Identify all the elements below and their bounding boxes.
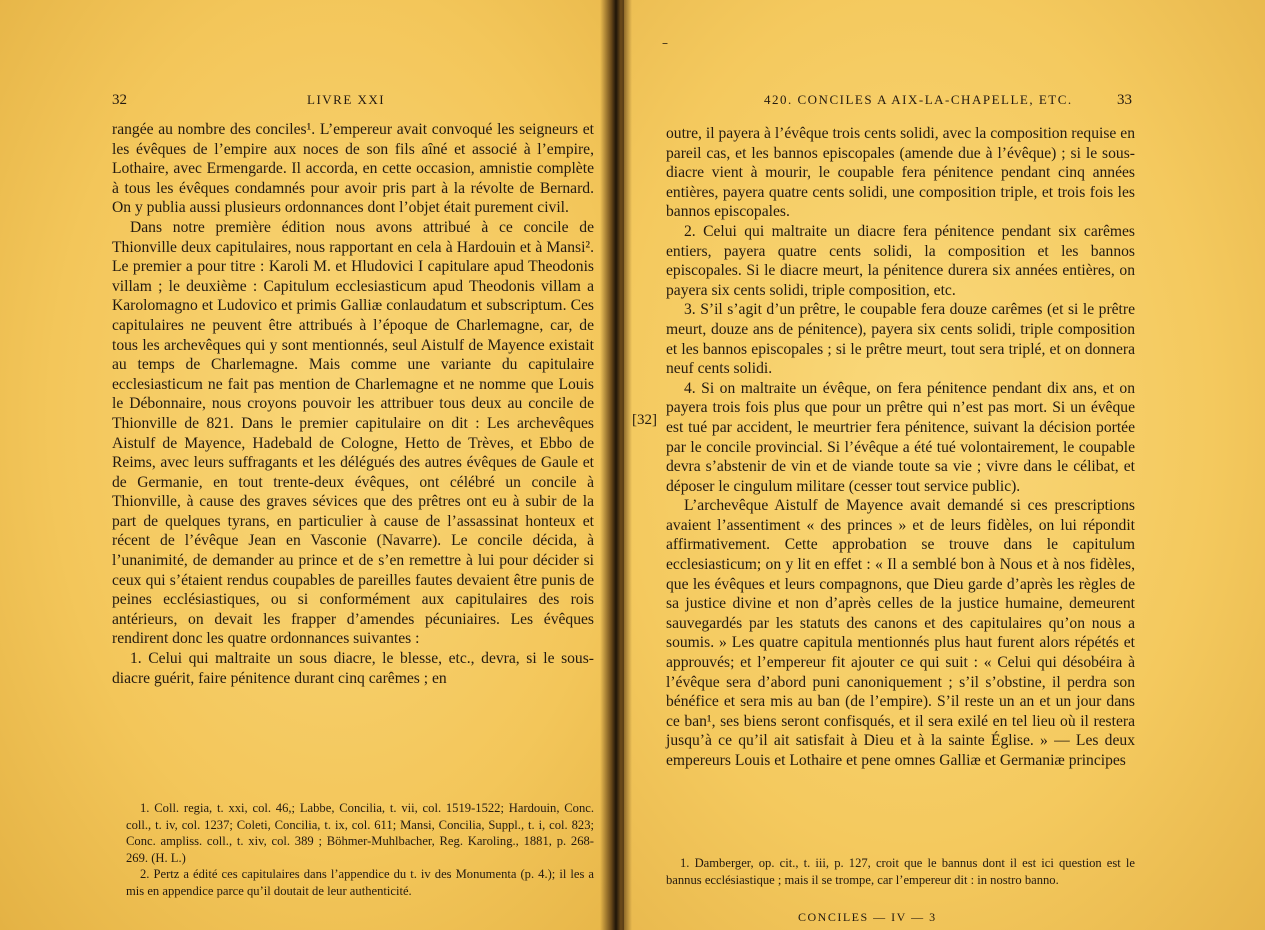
right-paragraph-3: 3. S’il s’agit d’un prêtre, le coupable fera douze carêmes (et si le prêtre meurt, douze ans de pénitence), payera six cents solidi, triple composition et les bannos episcopales ; si le prêtre meurt, tout sera triplé, et on donnera neuf cents solidi. bbox=[666, 301, 1135, 378]
left-page bbox=[0, 0, 612, 930]
right-paragraph-4: 4. Si on maltraite un évêque, on fera pénitence pendant dix ans, et on payera trois fois plus que pour un prêtre qui n’est pas mort. Si un évêque est tué par accident, le meurtrier fera pénitence, suivant la décision portée par le concile provincial. Si l’évêque a été tué volontairement, le coupable devra s’abstenir de vin et de viande toute sa vie ; vivre dans le célibat, et déposer le cingulum militare (cesser tout service public). bbox=[666, 379, 1135, 495]
stray-dash: – bbox=[662, 36, 668, 50]
right-footnotes bbox=[666, 855, 1135, 888]
right-page-number: 33 bbox=[1117, 92, 1132, 108]
left-footnote-2: 2. Pertz a édité ces capitulaires dans l’appendice du t. iv des Monumenta (p. 4.); il les a mis en appendice parce qu’il doutait de leur authenticité. bbox=[126, 867, 594, 898]
left-footnotes bbox=[126, 800, 594, 899]
left-paragraph-2: Dans notre première édition nous avons attribué à ce concile de Thionville deux capitulaires, nous rapportant en cela à Hardouin et à Mansi². Le premier a pour titre : Karoli M. et Hludovici I capitulare apud Theodonis villam ; le deuxième : Capitulum ecclesiasticum apud Theodonis villam a Karolomagno et Ludovico et primis Galliæ conlaudatum et subscriptum. Ces capitulaires ne peuvent être attribués à l’époque de Charlemagne, car, de tous les archevêques qui y sont mentionnés, seul Aistulf de Mayence existait au temps de Charlemagne. Mais comme une variante du capitulaire ecclesiasticum ne fait pas mention de Charlemagne et ne nomme que Louis le Débonnaire, nous croyons pouvoir les attribuer tous deux au concile de Thionville de 821. Dans le premier capitulaire on dit : Les archevêques Aistulf de Mayence, Hadebald de Cologne, Hetto de Trèves, et Ebbo de Reims, avec leurs suffragants et les délégués des autres évêques de Gaule et de Germanie, en tout trente-deux évêques, ont célébré un concile à Thionville, à cause des graves sévices que des prêtres ont eu à subir de la part de quelques tyrans, en particulier à cause de l’assassinat honteux et récent de l’évêque Jean en Vasconie (Navarre). Le concile décida, à l’unanimité, de demander au prince et de s’en remettre à lui pour décider si ceux qui s’étaient rendus coupables de pareilles fautes devaient être punis de peines ecclésiastiques, ou si conformément aux capitulaires des rois antérieurs, on devait les frapper d’amendes pécuniaires. Les évêques rendirent donc les quatre ordonnances suivantes : bbox=[112, 218, 594, 648]
right-body bbox=[666, 124, 1135, 771]
book-gutter bbox=[600, 0, 632, 930]
right-paragraph-5: L’archevêque Aistulf de Mayence avait demandé si ces prescriptions avaient l’assentiment « des princes » et de leurs fidèles, on lui répondit affirmativement. Cette approbation se trouve dans le capitulum ecclesiasticum; on y lit en effet : « Il a semblé bon à Nous et à nos fidèles, que les évêques et leurs compagnons, que Dieu garde d’après les règles de sa justice divine et non d’après celles de la justice humaine, demeurent sauvegardés par les statuts des canons et des capitulaires qu’on nous a soumis. » Les quatre capitula mentionnés plus haut furent alors répétés et approuvés; et l’empereur fit ajouter ce qui suit : « Celui qui désobéira à l’évêque sera d’abord puni canoniquement ; s’il s’obstine, il perdra son bénéfice et sera mis au ban (de l’empire). S’il reste un an et un jour dans ce ban¹, ses biens seront confisqués, et il sera exilé en tel lieu où il restera jusqu’à ce qu’il ait satisfait à Dieu et à la sainte Église. » — Les deux empereurs Louis et Lothaire et pene omnes Galliæ et Germaniæ principes bbox=[666, 497, 1135, 769]
margin-page-ref: [32] bbox=[632, 412, 657, 428]
left-running-head: LIVRE XXI bbox=[307, 92, 386, 107]
left-page-number: 32 bbox=[112, 92, 127, 108]
left-footnote-1: 1. Coll. regia, t. xxi, col. 46,; Labbe, Concilia, t. vii, col. 1519-1522; Hardouin, Conc. coll., t. iv, col. 1237; Coleti, Concilia, t. ix, col. 611; Mansi, Concilia, Suppl., t. i, col. 823; Conc. ampliss. coll., t. xiv, col. 389 ; Böhmer-Muhlbacher, Reg. Karoling., 1881, p. 268-269. (H. L.) bbox=[126, 801, 594, 865]
right-paragraph-2: 2. Celui qui maltraite un diacre fera pénitence pendant six carêmes entiers, payera quatre cents solidi, la composition et les bannos episcopales. Si le diacre meurt, la pénitence durera six années entières, on payera six cents solidi, triple composition, etc. bbox=[666, 222, 1135, 299]
right-footnote-1: 1. Damberger, op. cit., t. iii, p. 127, croit que le bannus dont il est ici question est le bannus ecclésiastique ; mais il se trompe, car l’empereur dit : in nostro banno. bbox=[666, 856, 1135, 887]
left-paragraph-1: rangée au nombre des conciles¹. L’empereur avait convoqué les seigneurs et les évêques de l’empire aux noces de son fils aîné et associé à l’empire, Lothaire, avec Ermengarde. Il accorda, en cette occasion, amnistie complète à tous les évêques condamnés pour avoir pris part à la révolte de Bernard. On y publia aussi plusieurs ordonnances dont l’objet était purement civil. bbox=[112, 121, 594, 217]
left-paragraph-3: 1. Celui qui maltraite un sous diacre, le blesse, etc., devra, si le sous-diacre guérit, faire pénitence durant cinq carêmes ; en bbox=[112, 650, 594, 687]
right-paragraph-1: outre, il payera à l’évêque trois cents solidi, avec la composition requise en pareil cas, et les bannos episcopales (amende due à l’évêque) ; si le sous-diacre vient à mourir, le coupable fera pénitence pendant cinq années entières, payera quatre cents solidi, une composition triple, et trois fois les bannos episcopales. bbox=[666, 125, 1135, 221]
left-body bbox=[112, 120, 594, 688]
right-running-head: 420. CONCILES A AIX-LA-CHAPELLE, ETC. bbox=[764, 92, 1073, 107]
signature-mark: CONCILES — IV — 3 bbox=[798, 910, 937, 924]
right-page bbox=[624, 0, 1265, 930]
